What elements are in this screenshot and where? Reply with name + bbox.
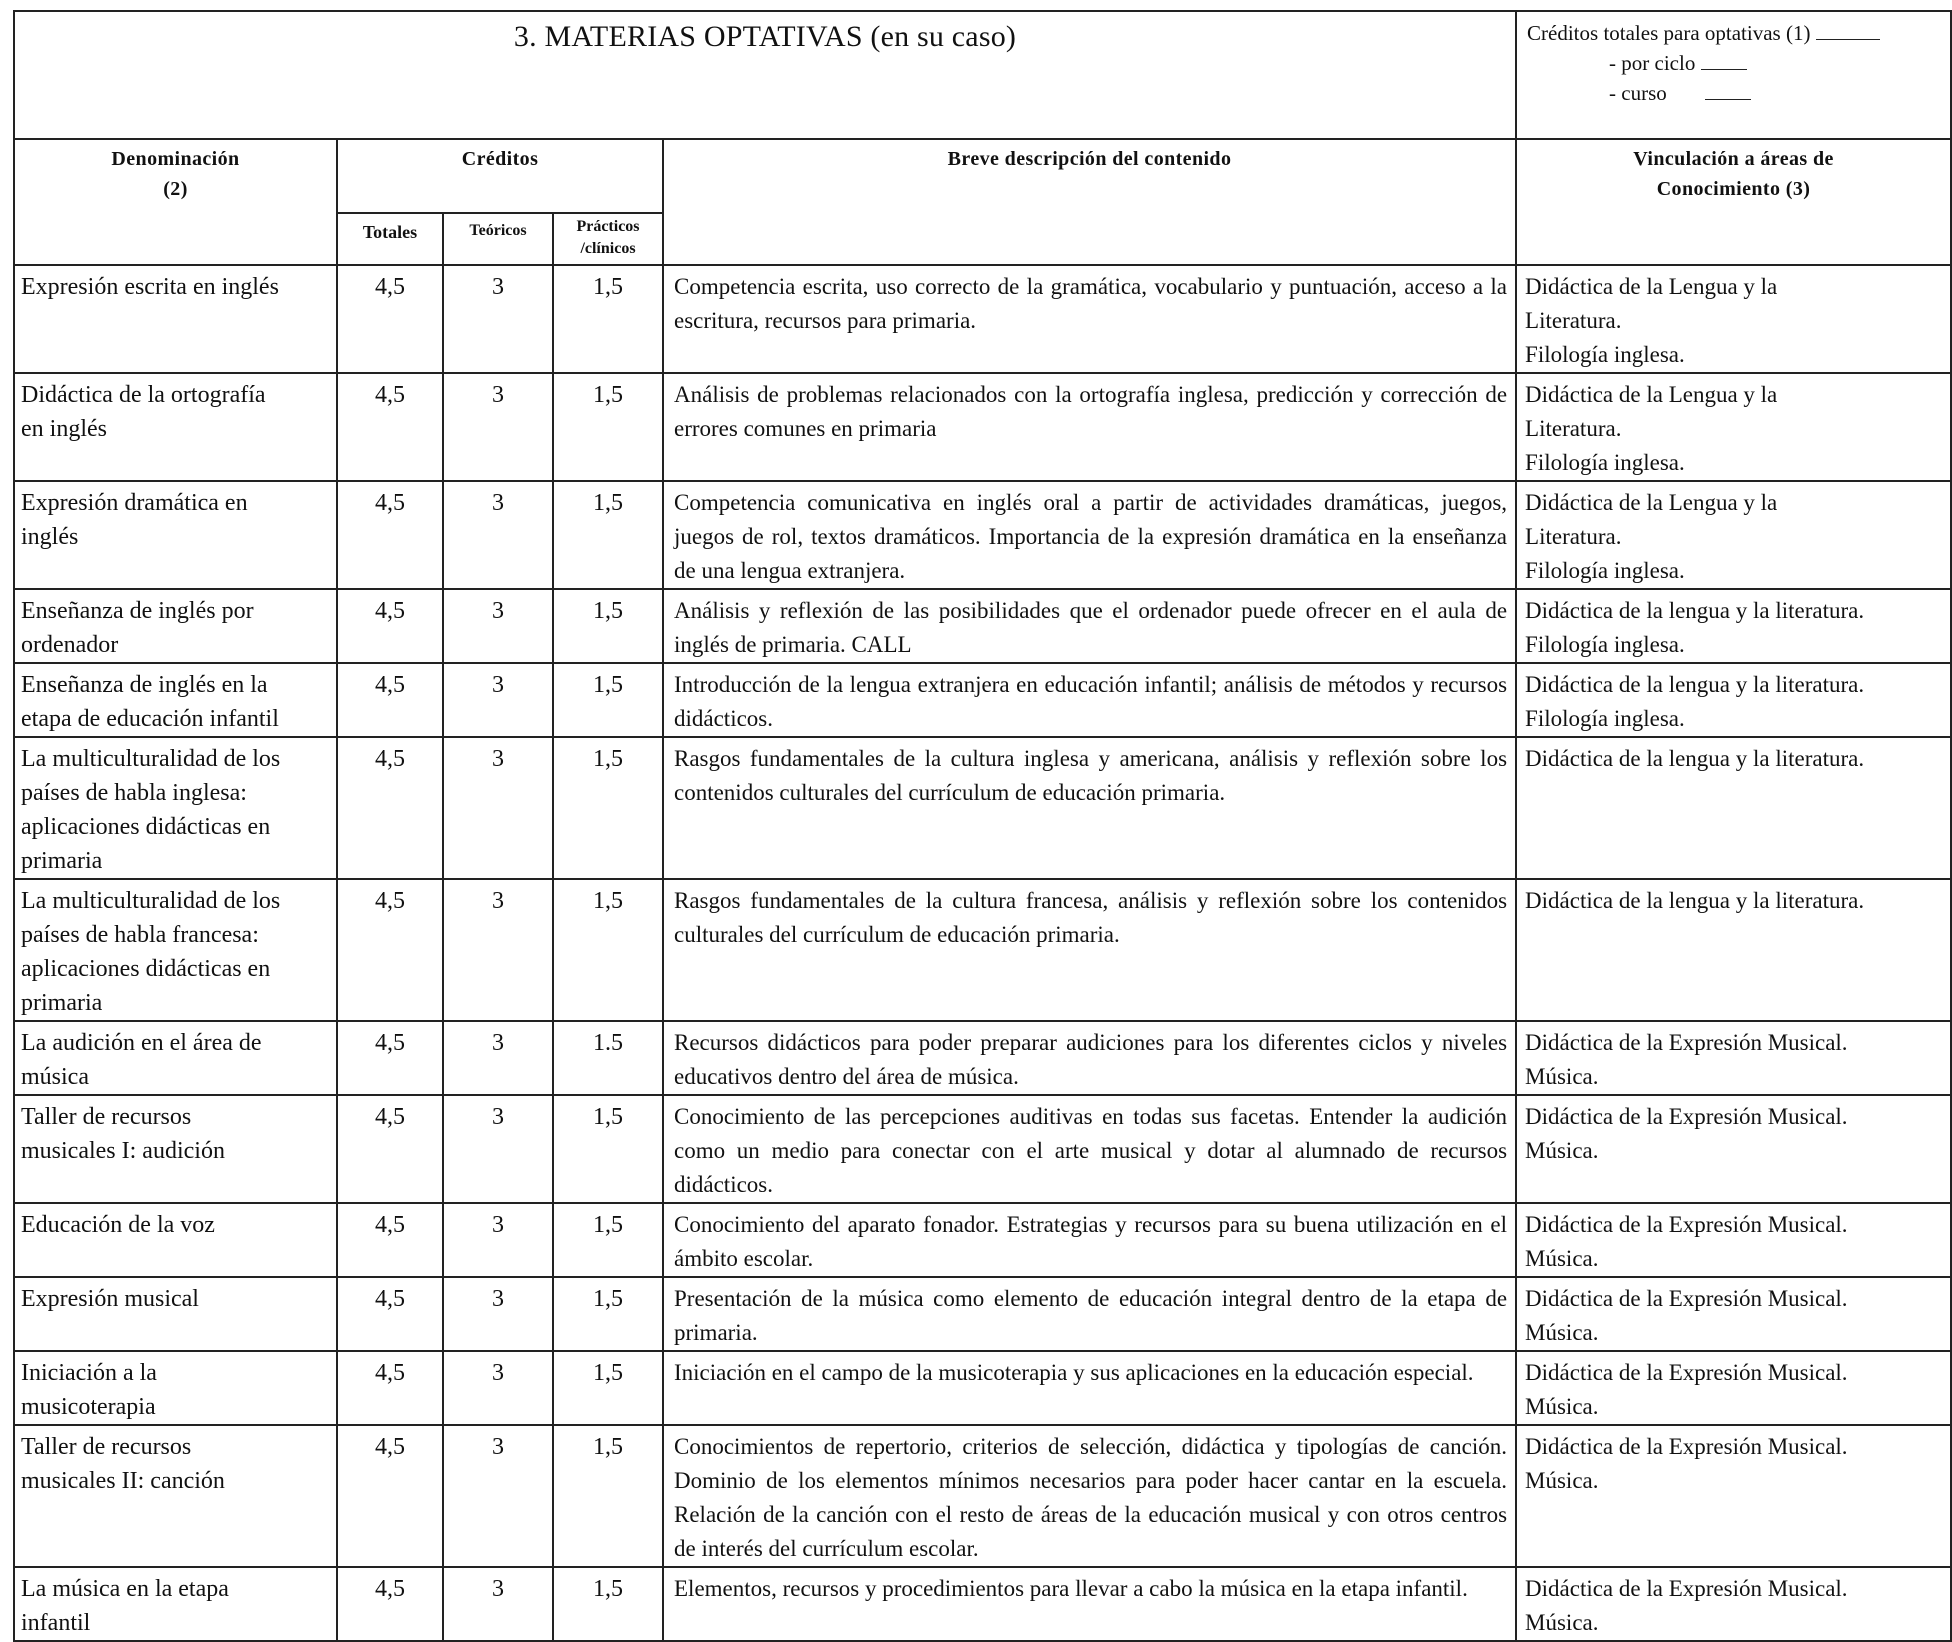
col-denominacion-label: Denominación — [111, 148, 240, 170]
denominacion-line: La multiculturalidad de los — [21, 888, 281, 914]
practicos-cell: 1,5 — [553, 373, 663, 481]
teoricos-cell: 3 — [443, 1351, 553, 1425]
descripcion-cell: Conocimientos de repertorio, criterios de selección, didáctica y tipologías de canción. Dominio de los elementos mínimos necesarios para poder hacer cantar en la escuela. Relación de la canción con el resto de áreas de la educación musical y con otros centros de interés del currículum escolar. — [663, 1425, 1516, 1567]
practicos-cell: 1,5 — [553, 1277, 663, 1351]
denominacion-line: Taller de recursos — [21, 1434, 192, 1460]
table-row — [14, 265, 1951, 373]
descripcion-cell: Conocimiento del aparato fonador. Estrategias y recursos para su buena utilización en el ámbito escolar. — [663, 1203, 1516, 1277]
area-line: Didáctica de la Expresión Musical. — [1525, 1030, 1848, 1055]
denominacion-cell — [14, 1277, 337, 1351]
denominacion-cell — [14, 879, 337, 1021]
totales-cell: 4,5 — [337, 373, 443, 481]
descripcion-cell: Rasgos fundamentales de la cultura francesa, análisis y reflexión sobre los contenidos culturales del currículum de educación primaria. — [663, 879, 1516, 1021]
descripcion-cell: Iniciación en el campo de la musicoterapia y sus aplicaciones en la educación especial. — [663, 1351, 1516, 1425]
teoricos-cell: 3 — [443, 1203, 553, 1277]
area-line: Didáctica de la lengua y la literatura. — [1525, 598, 1865, 623]
practicos-cell: 1,5 — [553, 663, 663, 737]
totales-cell: 4,5 — [337, 879, 443, 1021]
practicos-cell: 1,5 — [553, 1351, 663, 1425]
vinculacion-cell — [1516, 589, 1951, 663]
descripcion-cell: Introducción de la lengua extranjera en educación infantil; análisis de métodos y recursos didácticos. — [663, 663, 1516, 737]
practicos-cell: 1,5 — [553, 1095, 663, 1203]
denominacion-cell — [14, 265, 337, 373]
col-descripcion — [663, 139, 1516, 265]
col-creditos — [337, 139, 663, 213]
header-row-1 — [14, 139, 1951, 213]
vinculacion-cell — [1516, 879, 1951, 1021]
vinculacion-cell — [1516, 1425, 1951, 1567]
table-row — [14, 1095, 1951, 1203]
descripcion-cell: Recursos didácticos para poder preparar audiciones para los diferentes ciclos y niveles educativos dentro del área de música. — [663, 1021, 1516, 1095]
totales-cell: 4,5 — [337, 265, 443, 373]
totales-cell: 4,5 — [337, 1021, 443, 1095]
practicos-cell: 1,5 — [553, 589, 663, 663]
teoricos-cell: 3 — [443, 1425, 553, 1567]
totales-cell: 4,5 — [337, 481, 443, 589]
col-teoricos — [443, 213, 553, 265]
teoricos-cell: 3 — [443, 879, 553, 1021]
table-row — [14, 1567, 1951, 1641]
teoricos-cell: 3 — [443, 589, 553, 663]
area-line: Didáctica de la Expresión Musical. — [1525, 1212, 1848, 1237]
denominacion-line: Iniciación a la — [21, 1360, 157, 1386]
col-practicos-label-2: /clínicos — [580, 240, 636, 257]
area-line: Didáctica de la lengua y la literatura. — [1525, 888, 1865, 913]
vinculacion-cell — [1516, 1021, 1951, 1095]
credits-box — [1516, 11, 1951, 139]
practicos-cell: 1,5 — [553, 737, 663, 879]
denominacion-cell — [14, 1425, 337, 1567]
totales-cell: 4,5 — [337, 1277, 443, 1351]
col-vinculacion-label-2: Conocimiento (3) — [1656, 178, 1811, 200]
per-cycle-blank — [1701, 49, 1747, 70]
practicos-cell: 1,5 — [553, 265, 663, 373]
credits-total-label: Créditos totales para optativas (1) — [1527, 21, 1811, 45]
area-line: Literatura. — [1525, 308, 1622, 333]
area-line: Filología inglesa. — [1525, 706, 1685, 731]
table-row — [14, 1203, 1951, 1277]
area-line: Didáctica de la Expresión Musical. — [1525, 1434, 1848, 1459]
table-row — [14, 737, 1951, 879]
title-cell — [14, 11, 1516, 139]
descripcion-cell: Elementos, recursos y procedimientos para llevar a cabo la música en la etapa infantil. — [663, 1567, 1516, 1641]
table-row — [14, 481, 1951, 589]
table-row — [14, 1277, 1951, 1351]
area-line: Didáctica de la Expresión Musical. — [1525, 1286, 1848, 1311]
table-row — [14, 663, 1951, 737]
vinculacion-cell — [1516, 1203, 1951, 1277]
area-line: Didáctica de la Expresión Musical. — [1525, 1360, 1848, 1385]
denominacion-cell — [14, 1351, 337, 1425]
area-line: Música. — [1525, 1246, 1599, 1271]
totales-cell: 4,5 — [337, 1095, 443, 1203]
table-row — [14, 373, 1951, 481]
denominacion-line: Taller de recursos — [21, 1104, 192, 1130]
area-line: Filología inglesa. — [1525, 342, 1685, 367]
document-page — [13, 10, 1950, 1642]
teoricos-cell: 3 — [443, 1277, 553, 1351]
denominacion-line: Expresión musical — [21, 1286, 199, 1312]
totales-cell: 4,5 — [337, 737, 443, 879]
denominacion-line: primaria — [21, 848, 103, 874]
credits-total-blank — [1816, 19, 1880, 40]
denominacion-cell — [14, 1203, 337, 1277]
denominacion-line: música — [21, 1064, 89, 1090]
descripcion-cell: Análisis y reflexión de las posibilidades que el ordenador puede ofrecer en el aula de inglés de primaria. CALL — [663, 589, 1516, 663]
practicos-cell: 1,5 — [553, 481, 663, 589]
area-line: Música. — [1525, 1138, 1599, 1163]
practicos-cell: 1,5 — [553, 1203, 663, 1277]
vinculacion-cell — [1516, 1351, 1951, 1425]
area-line: Literatura. — [1525, 524, 1622, 549]
totales-cell: 4,5 — [337, 1203, 443, 1277]
totales-cell: 4,5 — [337, 1425, 443, 1567]
col-vinculacion-label-1: Vinculación a áreas de — [1633, 148, 1834, 170]
totales-cell: 4,5 — [337, 1567, 443, 1641]
descripcion-cell: Competencia comunicativa en inglés oral a partir de actividades dramáticas, juegos, juegos de rol, textos dramáticos. Importancia de la expresión dramática en la enseñanza de una lengua extranjera. — [663, 481, 1516, 589]
col-practicos — [553, 213, 663, 265]
area-line: Música. — [1525, 1610, 1599, 1635]
area-line: Filología inglesa. — [1525, 450, 1685, 475]
vinculacion-cell — [1516, 1095, 1951, 1203]
table-row — [14, 879, 1951, 1021]
area-line: Filología inglesa. — [1525, 632, 1685, 657]
denominacion-line: aplicaciones didácticas en — [21, 956, 271, 982]
denominacion-line: Educación de la voz — [21, 1212, 215, 1238]
area-line: Filología inglesa. — [1525, 558, 1685, 583]
denominacion-line: aplicaciones didácticas en — [21, 814, 271, 840]
denominacion-cell — [14, 481, 337, 589]
denominacion-line: primaria — [21, 990, 103, 1016]
denominacion-line: ordenador — [21, 632, 119, 658]
denominacion-cell — [14, 1095, 337, 1203]
col-descripcion-label: Breve descripción del contenido — [947, 148, 1232, 170]
area-line: Didáctica de la Lengua y la — [1525, 382, 1778, 407]
area-line: Música. — [1525, 1394, 1599, 1419]
denominacion-cell — [14, 373, 337, 481]
area-line: Música. — [1525, 1468, 1599, 1493]
col-practicos-label-1: Prácticos — [576, 218, 640, 235]
denominacion-cell — [14, 663, 337, 737]
teoricos-cell: 3 — [443, 481, 553, 589]
vinculacion-cell — [1516, 373, 1951, 481]
denominacion-cell — [14, 737, 337, 879]
vinculacion-cell — [1516, 737, 1951, 879]
denominacion-line: musicales I: audición — [21, 1138, 225, 1164]
denominacion-cell — [14, 1567, 337, 1641]
denominacion-line: musicales II: canción — [21, 1468, 225, 1494]
area-line: Literatura. — [1525, 416, 1622, 441]
denominacion-line: etapa de educación infantil — [21, 706, 279, 732]
denominacion-line: La música en la etapa — [21, 1576, 229, 1602]
denominacion-line: en inglés — [21, 416, 107, 442]
totales-cell: 4,5 — [337, 589, 443, 663]
denominacion-line: inglés — [21, 524, 79, 550]
table-row — [14, 1021, 1951, 1095]
descripcion-cell: Rasgos fundamentales de la cultura inglesa y americana, análisis y reflexión sobre los contenidos culturales del currículum de educación primaria. — [663, 737, 1516, 879]
totales-cell: 4,5 — [337, 1351, 443, 1425]
area-line: Didáctica de la Lengua y la — [1525, 490, 1778, 515]
denominacion-line: Didáctica de la ortografía — [21, 382, 266, 408]
descripcion-cell: Conocimiento de las percepciones auditivas en todas sus facetas. Entender la audición como un medio para conectar con el arte musical y dotar al alumnado de recursos didácticos. — [663, 1095, 1516, 1203]
col-denominacion — [14, 139, 337, 265]
col-totales-label: Totales — [362, 222, 418, 242]
vinculacion-cell — [1516, 265, 1951, 373]
col-teoricos-label: Teóricos — [469, 222, 527, 239]
denominacion-line: Enseñanza de inglés por — [21, 598, 254, 624]
title-row — [14, 11, 1951, 139]
teoricos-cell: 3 — [443, 1567, 553, 1641]
col-totales — [337, 213, 443, 265]
denominacion-line: musicoterapia — [21, 1394, 156, 1420]
descripcion-cell: Análisis de problemas relacionados con la ortografía inglesa, predicción y corrección de errores comunes en primaria — [663, 373, 1516, 481]
denominacion-line: La audición en el área de — [21, 1030, 262, 1056]
table-row — [14, 1351, 1951, 1425]
per-cycle-label: - por ciclo — [1609, 51, 1696, 75]
optativas-table — [13, 10, 1952, 1642]
teoricos-cell: 3 — [443, 373, 553, 481]
vinculacion-cell — [1516, 1277, 1951, 1351]
area-line: Música. — [1525, 1320, 1599, 1345]
teoricos-cell: 3 — [443, 1095, 553, 1203]
descripcion-cell: Presentación de la música como elemento de educación integral dentro de la etapa de primaria. — [663, 1277, 1516, 1351]
area-line: Didáctica de la Expresión Musical. — [1525, 1576, 1848, 1601]
denominacion-line: países de habla inglesa: — [21, 780, 247, 806]
course-label: - curso — [1609, 81, 1667, 105]
practicos-cell: 1,5 — [553, 1425, 663, 1567]
area-line: Música. — [1525, 1064, 1599, 1089]
table-row — [14, 589, 1951, 663]
area-line: Didáctica de la Lengua y la — [1525, 274, 1778, 299]
vinculacion-cell — [1516, 481, 1951, 589]
denominacion-cell — [14, 1021, 337, 1095]
denominacion-line: Expresión dramática en — [21, 490, 248, 516]
practicos-cell: 1.5 — [553, 1021, 663, 1095]
denominacion-line: países de habla francesa: — [21, 922, 259, 948]
area-line: Didáctica de la Expresión Musical. — [1525, 1104, 1848, 1129]
area-line: Didáctica de la lengua y la literatura. — [1525, 746, 1865, 771]
table-row — [14, 1425, 1951, 1567]
denominacion-line: Expresión escrita en inglés — [21, 274, 279, 300]
totales-cell: 4,5 — [337, 663, 443, 737]
practicos-cell: 1,5 — [553, 1567, 663, 1641]
vinculacion-cell — [1516, 663, 1951, 737]
course-blank — [1705, 79, 1751, 100]
teoricos-cell: 3 — [443, 1021, 553, 1095]
denominacion-line: Enseñanza de inglés en la — [21, 672, 268, 698]
teoricos-cell: 3 — [443, 265, 553, 373]
teoricos-cell: 3 — [443, 737, 553, 879]
denominacion-cell — [14, 589, 337, 663]
denominacion-line: infantil — [21, 1610, 91, 1636]
descripcion-cell: Competencia escrita, uso correcto de la gramática, vocabulario y puntuación, acceso a la escritura, recursos para primaria. — [663, 265, 1516, 373]
page-title: 3. MATERIAS OPTATIVAS (en su caso) — [513, 20, 1017, 53]
practicos-cell: 1,5 — [553, 879, 663, 1021]
area-line: Didáctica de la lengua y la literatura. — [1525, 672, 1865, 697]
col-denominacion-note: (2) — [163, 178, 188, 200]
teoricos-cell: 3 — [443, 663, 553, 737]
col-creditos-label: Créditos — [461, 148, 539, 170]
col-vinculacion — [1516, 139, 1951, 265]
denominacion-line: La multiculturalidad de los — [21, 746, 281, 772]
vinculacion-cell — [1516, 1567, 1951, 1641]
